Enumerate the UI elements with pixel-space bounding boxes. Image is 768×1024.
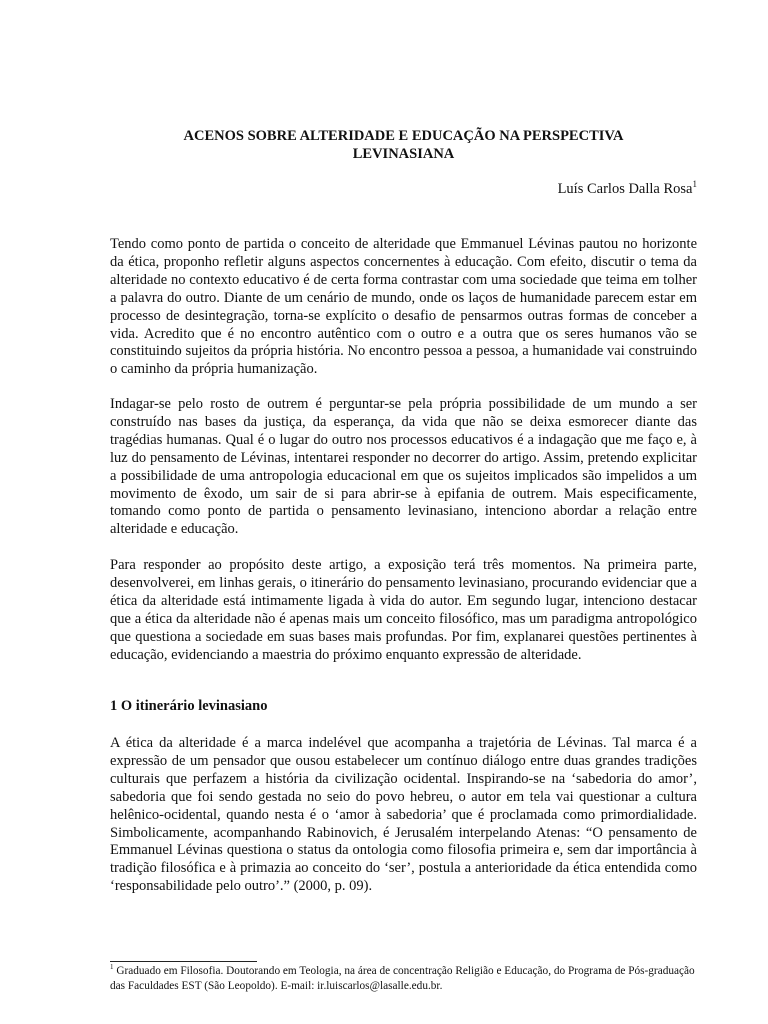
footnote xyxy=(110,964,697,994)
author-name: Luís Carlos Dalla Rosa xyxy=(557,181,693,197)
author-footnote-mark: 1 xyxy=(692,179,697,190)
paper-title-line-1: ACENOS SOBRE ALTERIDADE E EDUCAÇÃO NA PERSPECTIVA xyxy=(183,128,624,144)
paragraph-3: Para responder ao propósito deste artigo, a exposição terá três momentos. Na primeira parte, desenvolverei, em linhas gerais, o itinerário do pensamento levinasiano, procurando evidenciar que a ética da alteridade está intimamente ligada à vida do autor. Em segundo lugar, intenciono destacar que a ética da alteridade não é apenas mais um conceito filosófico, mas um paradigma antropológico que questiona a sociedade em suas bases mais profundas. Por fim, explanarei questões pertinentes à educação, evidenciando a maestria do próximo enquanto expressão de alteridade. xyxy=(110,557,697,663)
paper-title-line-2: LEVINASIANA xyxy=(352,146,455,162)
footnote-text: Graduado em Filosofia. Doutorando em Teologia, na área de concentração Religião e Educação, do Programa de Pós-graduação das Faculdades EST (São Leopoldo). E-mail: ir.luiscarlos@lasalle.edu.br. xyxy=(110,965,695,992)
paper-title xyxy=(110,127,697,163)
paragraph-2: Indagar-se pelo rosto de outrem é perguntar-se pela própria possibilidade de um mundo a ser construído nas bases da justiça, da esperança, da vida que não se deixa esmorecer diante das tragédias humanas. Qual é o lugar do outro nos processos educativos é a indagação que me faço e, à luz do pensamento de Lévinas, intentarei responder no decorrer do artigo. Assim, pretendo explicitar a possibilidade de uma antropologia educacional em que os sujeitos implicados são impelidos a um movimento de êxodo, um sair de si para abrir-se à epifania de outrem. Mais especificamente, tomando como ponto de partida o pensamento levinasiano, intenciono abordar a relação entre alteridade e educação. xyxy=(110,396,697,538)
section-paragraph: A ética da alteridade é a marca indelével que acompanha a trajetória de Lévinas. Tal marca é a expressão de um pensador que ousou estabelecer um contínuo diálogo entre duas grandes tradições culturais que perfazem a história da civilização ocidental. Inspirando-se na ‘sabedoria do amor’, sabedoria que foi sendo gestada no seio do povo hebreu, o autor em tela vai questionar a cultura helênico-ocidental, quando nesta é o ‘amor à sabedoria’ que é proclamada como primordialidade. Simbolicamente, acompanhando Rabinovich, é Jerusalém interpelando Atenas: “O pensamento de Emmanuel Lévinas questiona o status da ontologia como filosofia primeira e, sem dar importância à tradição filosófica e à primazia ao conceito do ‘ser’, postula a anterioridade da ética entendida como ‘responsabilidade pelo outro’.” (2000, p. 09). xyxy=(110,735,697,895)
section-heading: 1 O itinerário levinasiano xyxy=(110,698,268,714)
author-line xyxy=(558,180,697,198)
footnote-divider xyxy=(110,961,257,962)
paragraph-1: Tendo como ponto de partida o conceito de alteridade que Emmanuel Lévinas pautou no horizonte da ética, proponho refletir alguns aspectos concernentes à educação. Com efeito, discutir o tema da alteridade no contexto educativo é de certa forma contrastar com uma sociedade que teima em tolher a palavra do outro. Diante de um cenário de mundo, onde os laços de humanidade parecem estar em processo de desintegração, torna-se explícito o desafio de pensarmos outras formas de conceber a vida. Acredito que é no encontro autêntico com o outro e a outra que os seres humanos vão se constituindo sujeitos da própria história. No encontro pessoa a pessoa, a humanidade vai construindo o caminho da própria humanização. xyxy=(110,236,697,378)
footnote-mark: 1 xyxy=(110,963,114,972)
